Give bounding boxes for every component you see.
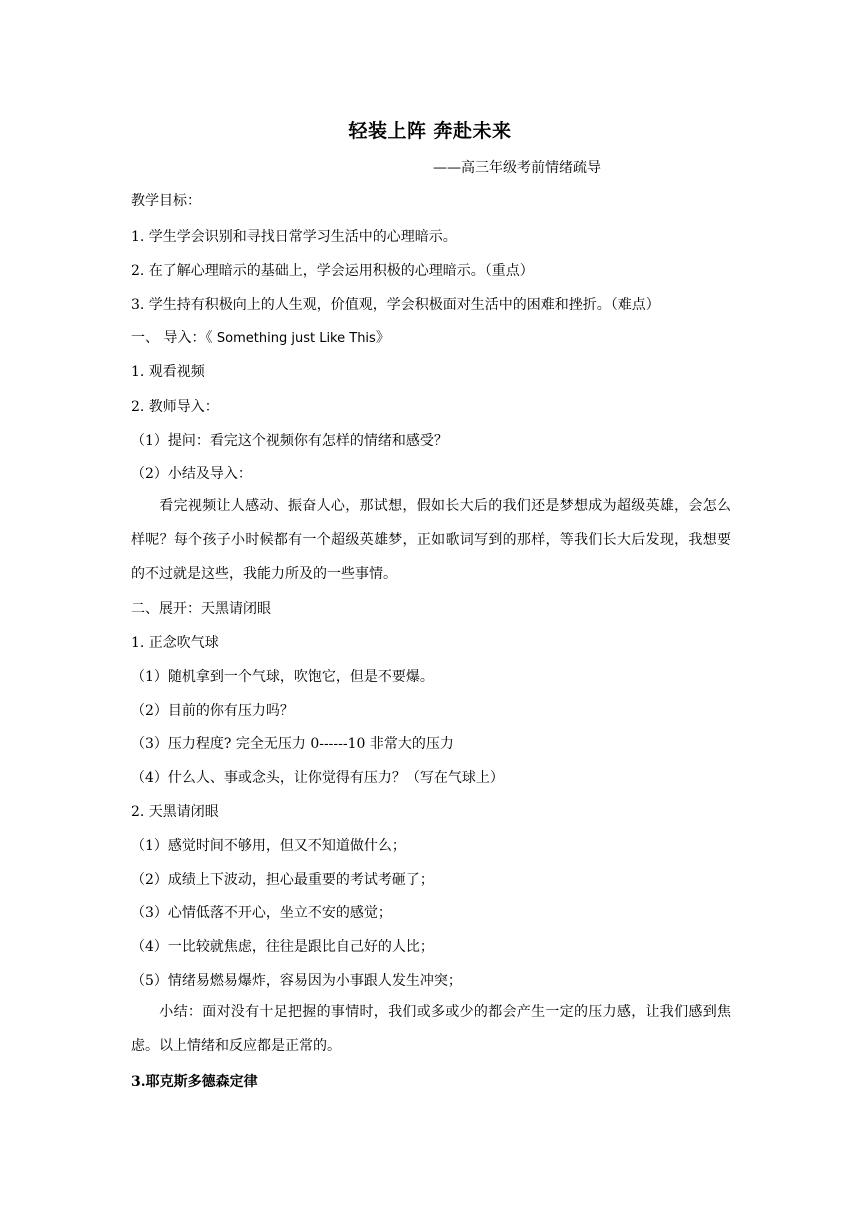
sub-list-item: （1）随机拿到一个气球，吹饱它，但是不要爆。	[131, 669, 434, 685]
song-title: Something just Like This	[216, 331, 376, 346]
page-title: 轻装上阵 奔赴未来	[348, 120, 512, 142]
sub-list-item: （4）什么人、事或念头，让你觉得有压力？（写在气球上）	[131, 770, 504, 786]
list-item: 2. 教师导入：	[131, 399, 219, 415]
objective-item: 1. 学生学会识别和寻找日常学习生活中的心理暗示。	[131, 229, 457, 245]
list-item: 1. 观看视频	[131, 364, 205, 380]
list-item: 2. 天黑请闭眼	[131, 804, 219, 820]
sub-list-item: （1）感觉时间不够用，但又不知道做什么；	[131, 838, 406, 854]
objective-item: 3. 学生持有积极向上的人生观，价值观，学会积极面对生活中的困难和挫折。（难点）	[131, 297, 660, 313]
list-item: 3.耶克斯多德森定律	[131, 1074, 258, 1090]
sub-list-item: （5）情绪易燃易爆炸，容易因为小事跟人发生冲突；	[131, 973, 462, 989]
section-heading-intro	[131, 327, 390, 347]
list-item: 1. 正念吹气球	[131, 635, 219, 651]
intro-paragraph-text: 看完视频让人感动、振奋人心，那试想，假如长大后的我们还是梦想成为超级英雄，会怎么样呢？每个孩子小时候都有一个超级英雄梦，正如歌词写到的那样，等我们长大后发现，我想要的不过就是这些，我能力所及的一些事情。	[131, 498, 731, 582]
sub-list-item: （3）心情低落不开心，坐立不安的感觉；	[131, 905, 392, 921]
summary-paragraph-text: 小结：面对没有十足把握的事情时，我们或多或少的都会产生一定的压力感，让我们感到焦虑。以上情绪和反应都是正常的。	[131, 1004, 731, 1054]
section-heading-expand: 二、展开：天黑请闭眼	[131, 601, 271, 617]
summary-paragraph	[131, 995, 731, 1063]
page-subtitle: ——高三年级考前情绪疏导	[433, 160, 601, 176]
sub-list-item: （2）成绩上下波动，担心最重要的考试考砸了；	[131, 872, 434, 888]
section-heading-suffix: 》	[375, 330, 390, 346]
intro-paragraph	[131, 489, 731, 591]
sub-list-item: （4）一比较就焦虑，往往是跟比自己好的人比；	[131, 939, 434, 955]
sub-list-item: （2）小结及导入：	[131, 466, 252, 482]
sub-list-item: （3）压力程度? 完全无压力 0------10 非常大的压力	[131, 736, 454, 752]
objectives-heading: 教学目标：	[131, 193, 201, 209]
sub-list-item: （1）提问：看完这个视频你有怎样的情绪和感受？	[131, 433, 448, 449]
objective-item: 2. 在了解心理暗示的基础上，学会运用积极的心理暗示。（重点）	[131, 263, 534, 279]
section-heading-prefix: 一、 导入：《	[131, 330, 217, 346]
sub-list-item: （2）目前的你有压力吗？	[131, 703, 294, 719]
